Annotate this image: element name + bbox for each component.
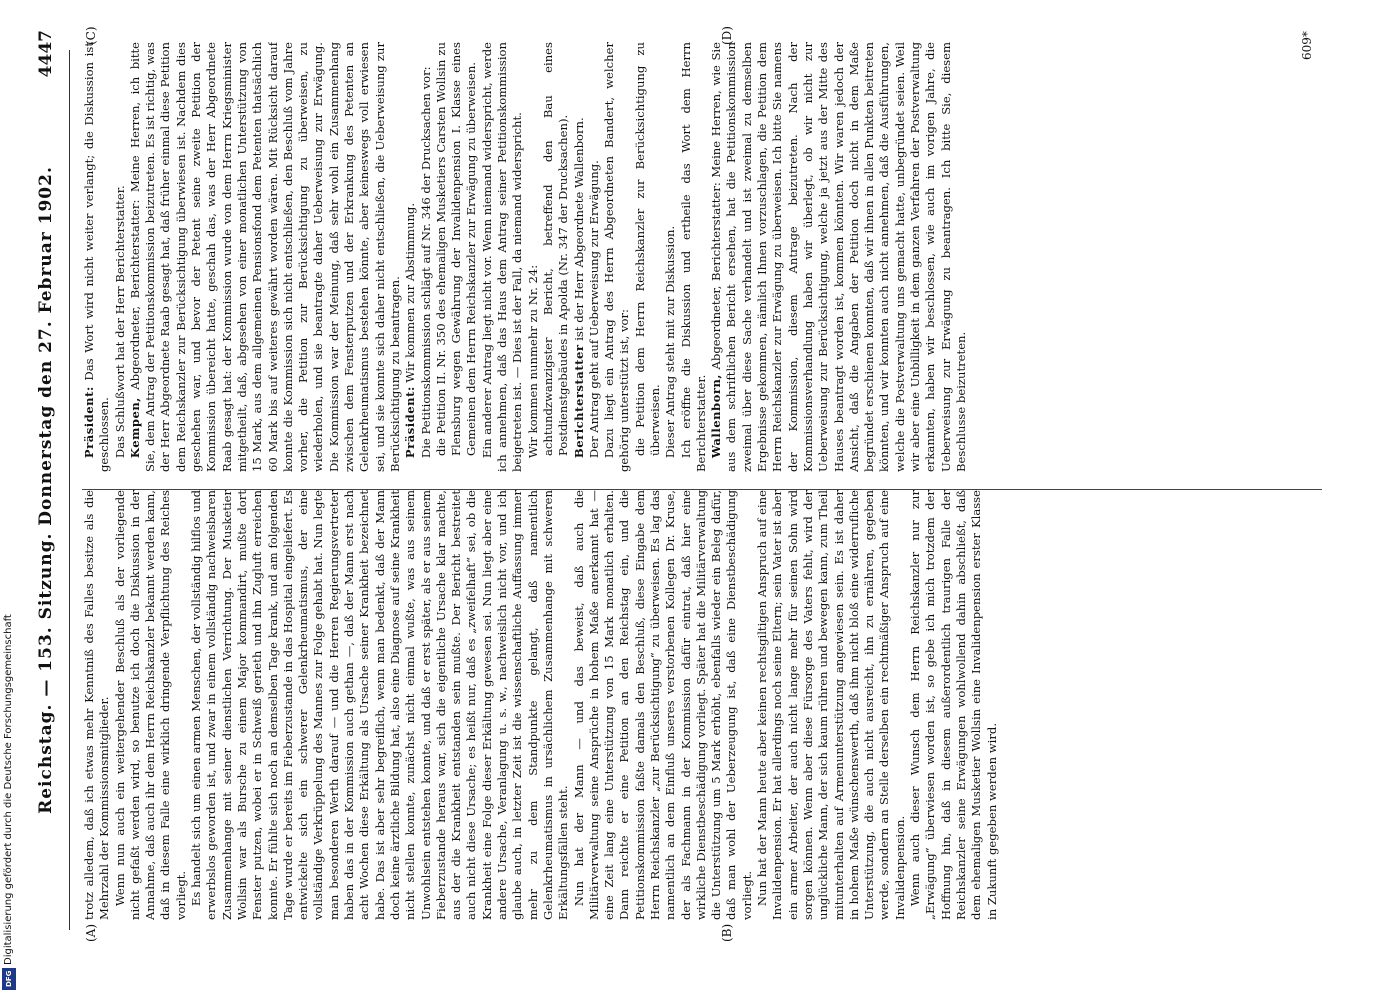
paragraph: Der Antrag geht auf Ueberweisung zur Erwägung. bbox=[586, 160, 601, 459]
digitization-strip bbox=[0, 0, 18, 1000]
paragraph: Dazu liegt ein Antrag des Herrn Abgeordneten Bandert, welcher gehörig unterstützt ist, vor: bbox=[602, 42, 632, 472]
signature-mark: 609* bbox=[1300, 31, 1314, 60]
paragraph: Es handelt sich um einen armen Menschen, der vollständig hilflos und erwerbslos geworden ist, und zwar in einem vollständig nachweisbaren Zusammenhange mit seiner dienstlichen Verrichtung. Der Musketier Wollsin war als Bursche zu einem Major kommandirt, mußte dort Fenster putzen, wobei er in Schweiß gerieth und ihn Zugluft erreichen konnte. Er fühlte sich noch an demselben Tage krank, und am folgenden Tage wurde er bereits im Fieberzustande in das Hospital eingeliefert. Es entwickelte sich ein schwerer Gelenkrheumatismus, der eine vollständige Verkrüppelung des Mannes zur Folge gehabt hat. Nun legte man besonderen Werth darauf — und die Herren Regierungsvertreter haben das in der Kommission auch gethan —, daß der Mann erst nach acht Wochen diese Erkältung als Ursache seiner Krankheit bezeichnet habe. Das ist aber sehr begreiflich, wenn man bedenkt, daß der Mann doch keine ärztliche Bildung hat, also eine Diagnose auf seine Krankheit nicht stellen konnte, zunächst nicht einmal wußte, was aus seinem Unwohlsein entstehen konnte, und daß er erst später, als er aus seinem Fieberzustande heraus war, sich die eigentliche Ursache klar machte, aus der die Krankheit entstanden sein mußte. Der Bericht bestreitet auch nicht diese Ursache; es heißt nur, daß es „zweifelhaft“ sei, ob die Krankheit eine Folge dieser Erkältung gewesen sei. Nun liegt aber eine andere Ursache, Veranlagung u. s. w., nachweislich nicht vor, und ich glaube auch, in letzter Zeit ist die wissenschaftliche Auffassung immer mehr zu dem Standpunkte gelangt, daß namentlich Gelenkrheumatismus in ursächlichem Zusammenhange mit schweren Erkältungsfällen steht. bbox=[189, 490, 571, 920]
dfg-logo: DFG bbox=[2, 968, 16, 990]
speaker-name: Kempen, bbox=[127, 397, 142, 459]
speech-paragraph bbox=[403, 42, 418, 472]
paragraph: Die Petitionskommission schlägt auf Nr. 346 der Drucksachen vor: bbox=[418, 66, 433, 459]
paragraph: Ein anderer Antrag liegt nicht vor. Wenn niemand widerspricht, werde ich annehmen, daß das Haus dem Antrag seiner Petitionskommission beigetreten ist. — Dies ist der Fall, da niemand widerspricht. bbox=[479, 42, 525, 472]
paragraph: Nun hat der Mann heute aber keinen rechtsgiltigen Anspruch auf eine Invalidenpension. Er hat allerdings noch seine Eltern; sein Vater ist aber ein armer Arbeiter, der auch nicht lange mehr für seinen Sohn wird sorgen können. Wenn aber diese Fürsorge des Vaters fehlt, wird der unglückliche Mann, der sich kaum rühren und bewegen kann, zum Theil mitunterhalten auf Armenunterstützung angewiesen sein. Es ist daher in hohem Maße wünschenswerth, daß ihm nicht bloß eine widerrufliche Unterstützung, die auch nicht ausreicht, ihn zu ernähren, gegeben werde, sondern an Stelle derselben ein rechtmäßiger Anspruch auf eine Invalidenpension. bbox=[755, 490, 907, 920]
paragraph: Wenn auch dieser Wunsch dem Herrn Reichskanzler nur zur „Erwägung“ überwiesen worden ist, so gebe ich mich trotzdem der Hoffnung hin, daß in diesem außerordentlich traurigen Falle der Reichskanzler seine Erwägungen wohlwollend dahin abschließt, daß dem ehemaligen Musketier Wollsin eine Invalidenpension erster Klasse in Zukunft gegeben werden wird. bbox=[908, 490, 999, 920]
speaker-name: Berichterstatter bbox=[571, 344, 586, 459]
speaker-name: Wallenborn, bbox=[709, 374, 724, 459]
paragraph: Wir kommen nunmehr zu Nr. 24: bbox=[525, 264, 540, 459]
speech-paragraph bbox=[82, 42, 113, 472]
margin-mark-a: (A) bbox=[84, 923, 98, 942]
speaker-name: Präsident: bbox=[403, 386, 418, 459]
margin-mark-b: (B) bbox=[720, 923, 734, 942]
margin-mark-d: (D) bbox=[720, 26, 734, 45]
page-number: 4447 bbox=[36, 30, 56, 78]
speech-paragraph bbox=[709, 42, 969, 472]
motion-text: die Petition II. Nr. 350 des ehemaligen Musketiers Carsten Wollsin zu Flensburg wegen Gewährung der Invalidenpension I. Klasse eines Gemeinen dem Herrn Reichskanzler zur Erwägung zu überweisen. bbox=[433, 42, 479, 456]
column-divider bbox=[82, 489, 1322, 490]
left-column bbox=[82, 490, 1322, 920]
page-header bbox=[30, 30, 70, 930]
speech-paragraph bbox=[128, 42, 403, 472]
running-head: Reichstag. — 153. Sitzung. Donnerstag den 27. Februar 1902. bbox=[36, 166, 56, 814]
paragraph: Ich eröffne die Diskussion und ertheile das Wort dem Herrn Berichterstatter. bbox=[678, 42, 708, 472]
margin-mark-c: (C) bbox=[84, 26, 98, 45]
agenda-item: achtundzwanzigster Bericht, betreffend den Bau eines Postdienstgebäudes in Apolda (Nr. 347 der Drucksachen). bbox=[540, 42, 571, 456]
paragraph: Wenn nun auch ein weitergehender Beschluß als der vorliegende nicht gefaßt werden wird, so benutze ich doch die Diskussion in der Annahme, daß auch ihr dem Herrn Reichskanzler bekannt werden kann, daß in diesem Falle eine wirklich dringende Verpflichtung des Reiches vorliegt. bbox=[112, 490, 188, 920]
speaker-name: Präsident: bbox=[82, 386, 96, 459]
speech-text: ist der Herr Abgeordnete Wallenborn. bbox=[571, 117, 586, 341]
header-rule bbox=[69, 50, 70, 930]
speech-text: Das Wort wird nicht weiter verlangt; die Diskussion ist geschlossen. bbox=[82, 42, 112, 472]
speech-text: Abgeordneter, Berichterstatter: Meine Herren, wie Sie aus dem schriftlichen Bericht ersehen, hat die Petitionskommission zweimal über diese Sache verhandelt und ist zweimal zu demselben Ergebnisse gekommen, nämlich Ihnen vorzuschlagen, die Petition dem Herrn Reichskanzler zur Erwägung zu überweisen. Ich bitte Sie namens der Kommission, diesem Antrage beizutreten. Nach der Kommissionsverhandlung haben wir überlegt, ob wir nicht zur Ueberweisung zur Berücksichtigung, welche ja jetzt aus der Mitte des Hauses beantragt worden ist, kommen könnten. Wir waren jedoch der Ansicht, daß die Angaben der Petition doch nicht in dem Maße begründet erschienen konnten, daß wir ihnen in allen Punkten beitreten könnten, und wir konnten auch nicht annehmen, daß die Ausführungen, welche die Postverwaltung uns gemacht hatte, unbegründet seien. Weil wir aber eine Unbilligkeit in dem ganzen Verfahren der Postverwaltung erkannten, haben wir beschlossen, wie auch im vorigen Jahre, die Ueberweisung zur Erwägung zu beantragen. Ich bitte Sie, diesem Beschlusse beizutreten. bbox=[709, 42, 968, 472]
paragraph: Dieser Antrag steht mit zur Diskussion. bbox=[663, 225, 678, 459]
speech-paragraph bbox=[572, 42, 587, 472]
paragraph: Das Schlußwort hat der Herr Berichterstatter. bbox=[112, 185, 127, 459]
speech-text: Wir kommen zur Abstimmung. bbox=[403, 202, 418, 383]
digitization-notice: Digitalisierung gefördert durch die Deutsche Forschungsgemeinschaft bbox=[3, 614, 14, 965]
speech-text: Abgeordneter, Berichterstatter: Meine Herren, ich bitte Sie, dem Antrag der Petitionskommission beizutreten. Es ist richtig, was der Herr Abgeordnete Raab gesagt hat, daß früher einmal diese Petition dem Reichskanzler zur Berücksichtigung überwiesen ist. Nachdem dies geschehen war, und bevor der Petent seine zweite Petition der Kommission übereicht hatte, geschah das, was der Herr Abgeordnete Raab gesagt hat: der Kommission wurde von dem Herrn Kriegsminister mitgetheilt, daß, abgesehen von einer monatlichen Unterstützung von 15 Mark, aus dem allgemeinen Pensionsfond dem Petenten thatsächlich 60 Mark bis auf weiteres gewährt worden wären. Mit Rücksicht darauf konnte die Kommission sich nicht entschließen, den Beschluß vom Jahre vorher, die Petition zur Berücksichtigung zu überweisen, zu wiederholen, und sie beantragte daher Ueberweisung zur Erwägung. Die Kommission war der Meinung, daß sehr wohl ein Zusammenhang zwischen dem Fensterputzen und der Erkrankung des Petenten an Gelenkrheumatismus bestehen könnte, aber keineswegs voll erwiesen sei, und sie konnte sich daher nicht entschließen, die Ueberweisung zur Berücksichtigung zu beantragen. bbox=[127, 42, 402, 472]
right-column bbox=[82, 42, 1322, 472]
motion-text: die Petition dem Herrn Reichskanzler zur Berücksichtigung zu überweisen. bbox=[632, 42, 662, 456]
paragraph: trotz alledem, daß ich etwas mehr Kenntniß des Falles besitze als die Mehrzahl der Kommissionsmitglieder. bbox=[82, 490, 112, 920]
paragraph: Nun hat der Mann — und das beweist, daß auch die Militärverwaltung seine Ansprüche in hohem Maße anerkannt hat — eine Zeit lang eine Unterstützung von 15 Mark monatlich erhalten. Dann reichte er eine Petition an den Reichstag ein, und die Petitionskommission faßte damals den Beschluß, diese Eingabe dem Herrn Reichskanzler „zur Berücksichtigung“ zu überweisen. Es lag das namentlich an dem Einfluß unseres verstorbenen Kollegen Dr. Kruse, der als Fachmann in der Kommission dafür eintrat, daß hier eine wirkliche Dienstbeschädigung vorliegt. Später hat die Militärverwaltung die Unterstützung um 5 Mark erhöht, ebenfalls wieder ein Beleg dafür, daß man wohl der Ueberzeugung ist, daß eine Dienstbeschädigung vorliegt. bbox=[571, 490, 754, 920]
